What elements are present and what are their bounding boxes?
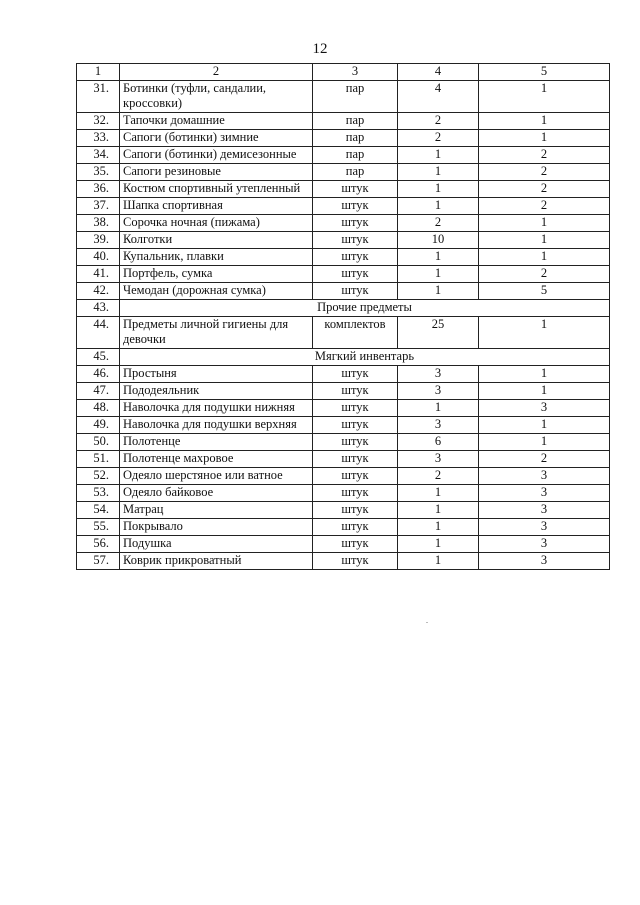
table-row [77,113,610,130]
quantity-cell: 3 [398,366,479,383]
row-number-cell: 50. [77,434,120,451]
item-name-cell: Матрац [120,502,313,519]
unit-cell: пар [313,147,398,164]
unit-cell: пар [313,130,398,147]
table-row [77,181,610,198]
scan-speck [426,622,428,623]
item-name-cell: Одеяло шерстяное или ватное [120,468,313,485]
section-title-cell: Мягкий инвентарь [120,349,610,366]
unit-cell: штук [313,536,398,553]
row-number-cell: 52. [77,468,120,485]
quantity-cell: 10 [398,232,479,249]
item-name-cell: Костюм спортивный утепленный [120,181,313,198]
row-number-cell: 49. [77,417,120,434]
table-row [77,468,610,485]
term-cell: 1 [479,383,610,400]
item-name-cell: Сапоги резиновые [120,164,313,181]
row-number-cell: 39. [77,232,120,249]
item-name-cell: Сапоги (ботинки) демисезонные [120,147,313,164]
table-row [77,502,610,519]
item-name-cell: Сорочка ночная (пижама) [120,215,313,232]
term-cell: 2 [479,266,610,283]
row-number-cell: 53. [77,485,120,502]
item-name-cell: Предметы личной гигиены для девочки [120,317,313,349]
header-cell-unit: 3 [313,64,398,81]
quantity-cell: 1 [398,198,479,215]
unit-cell: штук [313,215,398,232]
items-table-body [77,64,610,570]
row-number-cell: 41. [77,266,120,283]
table-row [77,283,610,300]
term-cell: 3 [479,553,610,570]
table-row [77,434,610,451]
term-cell: 1 [479,81,610,113]
unit-cell: штук [313,181,398,198]
table-row [77,485,610,502]
unit-cell: штук [313,502,398,519]
term-cell: 1 [479,366,610,383]
unit-cell: штук [313,468,398,485]
quantity-cell: 1 [398,400,479,417]
term-cell: 1 [479,417,610,434]
unit-cell: штук [313,283,398,300]
item-name-cell: Пододеяльник [120,383,313,400]
unit-cell: пар [313,164,398,181]
quantity-cell: 2 [398,113,479,130]
item-name-cell: Покрывало [120,519,313,536]
table-row [77,451,610,468]
table-row [77,383,610,400]
header-cell-name: 2 [120,64,313,81]
quantity-cell: 1 [398,147,479,164]
unit-cell: штук [313,553,398,570]
row-number-cell: 57. [77,553,120,570]
page-number: 12 [312,41,328,57]
item-name-cell: Сапоги (ботинки) зимние [120,130,313,147]
quantity-cell: 2 [398,130,479,147]
term-cell: 2 [479,181,610,198]
unit-cell: штук [313,232,398,249]
term-cell: 5 [479,283,610,300]
row-number-cell: 48. [77,400,120,417]
term-cell: 2 [479,451,610,468]
row-number-cell: 35. [77,164,120,181]
unit-cell: штук [313,400,398,417]
table-row [77,400,610,417]
quantity-cell: 1 [398,164,479,181]
unit-cell: пар [313,113,398,130]
term-cell: 1 [479,434,610,451]
row-number-cell: 32. [77,113,120,130]
unit-cell: штук [313,485,398,502]
unit-cell: комплектов [313,317,398,349]
items-table [76,63,610,570]
term-cell: 3 [479,400,610,417]
quantity-cell: 1 [398,283,479,300]
table-row [77,215,610,232]
term-cell: 1 [479,249,610,266]
item-name-cell: Ботинки (туфли, сандалии, кроссовки) [120,81,313,113]
table-row [77,553,610,570]
quantity-cell: 2 [398,468,479,485]
item-name-cell: Коврик прикроватный [120,553,313,570]
row-number-cell: 45. [77,349,120,366]
section-row [77,349,610,366]
term-cell: 1 [479,215,610,232]
item-name-cell: Шапка спортивная [120,198,313,215]
quantity-cell: 1 [398,485,479,502]
table-row [77,198,610,215]
row-number-cell: 54. [77,502,120,519]
table-row [77,519,610,536]
quantity-cell: 1 [398,266,479,283]
item-name-cell: Купальник, плавки [120,249,313,266]
unit-cell: штук [313,266,398,283]
item-name-cell: Портфель, сумка [120,266,313,283]
quantity-cell: 2 [398,215,479,232]
row-number-cell: 38. [77,215,120,232]
item-name-cell: Подушка [120,536,313,553]
row-number-cell: 51. [77,451,120,468]
row-number-cell: 44. [77,317,120,349]
table-row [77,417,610,434]
table-row [77,147,610,164]
row-number-cell: 33. [77,130,120,147]
term-cell: 1 [479,317,610,349]
quantity-cell: 25 [398,317,479,349]
item-name-cell: Полотенце махровое [120,451,313,468]
table-row [77,536,610,553]
quantity-cell: 6 [398,434,479,451]
row-number-cell: 40. [77,249,120,266]
unit-cell: штук [313,451,398,468]
table-row [77,232,610,249]
row-number-cell: 56. [77,536,120,553]
quantity-cell: 1 [398,519,479,536]
quantity-cell: 1 [398,502,479,519]
row-number-cell: 34. [77,147,120,164]
quantity-cell: 3 [398,417,479,434]
term-cell: 3 [479,536,610,553]
row-number-cell: 55. [77,519,120,536]
quantity-cell: 1 [398,536,479,553]
item-name-cell: Простыня [120,366,313,383]
row-number-cell: 46. [77,366,120,383]
unit-cell: пар [313,81,398,113]
item-name-cell: Колготки [120,232,313,249]
item-name-cell: Наволочка для подушки нижняя [120,400,313,417]
quantity-cell: 1 [398,249,479,266]
table-row [77,317,610,349]
term-cell: 2 [479,147,610,164]
term-cell: 3 [479,519,610,536]
table-row [77,266,610,283]
term-cell: 3 [479,468,610,485]
term-cell: 1 [479,130,610,147]
table-row [77,164,610,181]
row-number-cell: 47. [77,383,120,400]
unit-cell: штук [313,417,398,434]
header-cell-term: 5 [479,64,610,81]
term-cell: 3 [479,485,610,502]
section-title-cell: Прочие предметы [120,300,610,317]
table-row [77,130,610,147]
unit-cell: штук [313,519,398,536]
term-cell: 1 [479,113,610,130]
table-row [77,249,610,266]
quantity-cell: 3 [398,451,479,468]
item-name-cell: Наволочка для подушки верхняя [120,417,313,434]
term-cell: 2 [479,198,610,215]
table-row [77,366,610,383]
item-name-cell: Полотенце [120,434,313,451]
table-row [77,81,610,113]
row-number-cell: 42. [77,283,120,300]
header-cell-number: 1 [77,64,120,81]
unit-cell: штук [313,198,398,215]
quantity-cell: 3 [398,383,479,400]
term-cell: 2 [479,164,610,181]
row-number-cell: 36. [77,181,120,198]
quantity-cell: 1 [398,181,479,198]
section-row [77,300,610,317]
row-number-cell: 31. [77,81,120,113]
item-name-cell: Чемодан (дорожная сумка) [120,283,313,300]
quantity-cell: 1 [398,553,479,570]
row-number-cell: 37. [77,198,120,215]
unit-cell: штук [313,434,398,451]
row-number-cell: 43. [77,300,120,317]
item-name-cell: Тапочки домашние [120,113,313,130]
item-name-cell: Одеяло байковое [120,485,313,502]
unit-cell: штук [313,383,398,400]
term-cell: 1 [479,232,610,249]
term-cell: 3 [479,502,610,519]
table-header-row [77,64,610,81]
unit-cell: штук [313,366,398,383]
unit-cell: штук [313,249,398,266]
header-cell-quantity: 4 [398,64,479,81]
quantity-cell: 4 [398,81,479,113]
